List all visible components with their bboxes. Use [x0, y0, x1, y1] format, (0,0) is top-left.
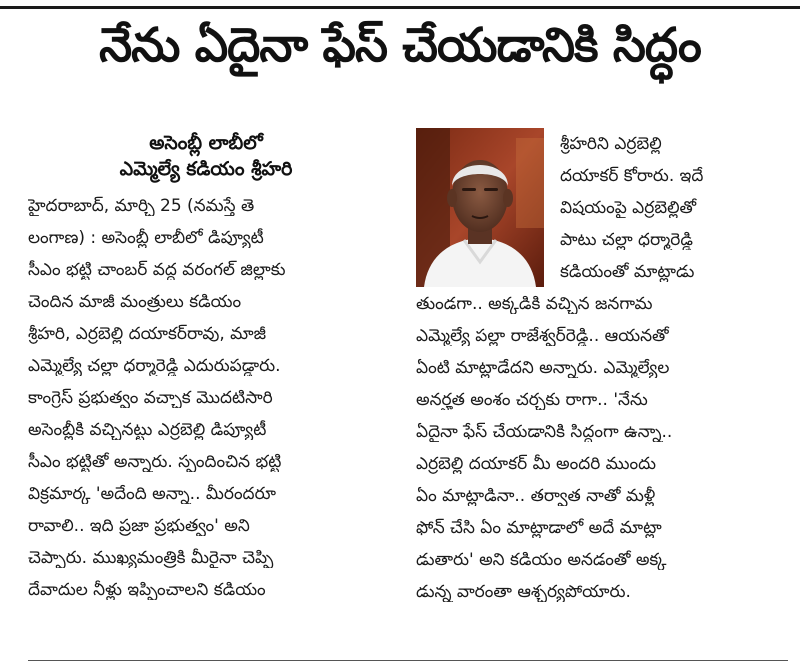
- left-column-line: కాంగ్రెస్ ప్రభుత్వం వచ్చాక మొదటిసారి: [28, 388, 273, 408]
- portrait-photo: [416, 128, 544, 287]
- left-column-line: శ్రీహరి, ఎర్రబెల్లి దయాకర్‌రావు, మాజీ: [28, 324, 267, 344]
- subheadline-line-2: ఎమ్మెల్యే కడియం శ్రీహరి: [119, 158, 293, 180]
- left-column-line: దేవాదుల నీళ్లు ఇప్పించాలని కడియం: [28, 580, 266, 600]
- left-column-line: అసెంబ్లీకి వచ్చినట్టు ఎర్రబెల్లి డిప్యూటీ: [28, 420, 267, 440]
- right-column-line: డున్న వారంతా ఆశ్చర్యపోయారు.: [416, 582, 631, 602]
- left-column-line: సీఎం భట్టితో అన్నారు. స్పందించిన భట్టి: [28, 452, 282, 472]
- right-column-line: దయాకర్ కోరారు. ఇదే: [560, 166, 704, 186]
- subheadline-line-1: అసెంబ్లీ లాబీలో: [149, 132, 263, 154]
- right-column-line: అనర్హత అంశం చర్చకు రాగా.. 'నేను: [416, 390, 648, 410]
- right-column-line: పాటు చల్లా ధర్మారెడ్డి: [560, 230, 693, 250]
- headline: నేను ఏదైనా ఫేస్ చేయడానికి సిద్ధం: [99, 18, 701, 73]
- right-column-line: ఏదైనా ఫేస్ చేయడానికి సిద్ధంగా ఉన్నా..: [416, 422, 673, 442]
- right-column-line: ఏంటి మాట్లాడేదని అన్నారు. ఎమ్మెల్యేల: [416, 358, 670, 378]
- bottom-rule: [28, 660, 788, 661]
- left-column-line: రావాలి.. ఇది ప్రజా ప్రభుత్వం' అని: [28, 516, 250, 536]
- left-column-line: సీఎం భట్టి చాంబర్ వద్ద వరంగల్ జిల్లాకు: [28, 260, 286, 280]
- left-column-line: ఎమ్మెల్యే చల్లా ధర్మారెడ్డి ఎదురుపడ్డారు.: [28, 356, 281, 376]
- top-rule: [0, 6, 800, 9]
- left-column-line: విక్రమార్క 'అదేంది అన్నా.. మీరందరూ: [28, 484, 276, 504]
- right-column-line: ఎర్రబెల్లి దయాకర్ మీ అందరి ముందు: [416, 454, 657, 474]
- right-column-line: విషయంపై ఎర్రబెల్లితో: [560, 198, 697, 218]
- left-column-line: హైదరాబాద్, మార్చి 25 (నమస్తే తె: [28, 196, 255, 216]
- right-column-line: డుతారు' అని కడియం అనడంతో అక్క: [416, 550, 667, 570]
- left-column-line: చెందిన మాజీ మంత్రులు కడియం: [28, 292, 242, 312]
- right-column-line: ఏం మాట్లాడినా.. తర్వాత నాతో మళ్లీ: [416, 486, 656, 506]
- right-column-line: ఫోన్ చేసి ఏం మాట్లాడాలో అదే మాట్లా: [416, 518, 662, 538]
- right-column-line: తుండగా.. అక్కడికి వచ్చిన జనగామ: [416, 294, 653, 314]
- right-column-line: శ్రీహరిని ఎర్రబెల్లి: [560, 134, 662, 154]
- right-column-line: కడియంతో మాట్లాడు: [560, 262, 695, 282]
- left-column-line: లంగాణ) : అసెంబ్లీ లాబీలో డిప్యూటీ: [28, 228, 264, 248]
- left-column-line: చెప్పారు. ముఖ్యమంత్రికి మీరైనా చెప్పి: [28, 548, 274, 568]
- right-column-line: ఎమ్మెల్యే పల్లా రాజేశ్వర్‌రెడ్డి.. ఆయనతో: [416, 326, 669, 346]
